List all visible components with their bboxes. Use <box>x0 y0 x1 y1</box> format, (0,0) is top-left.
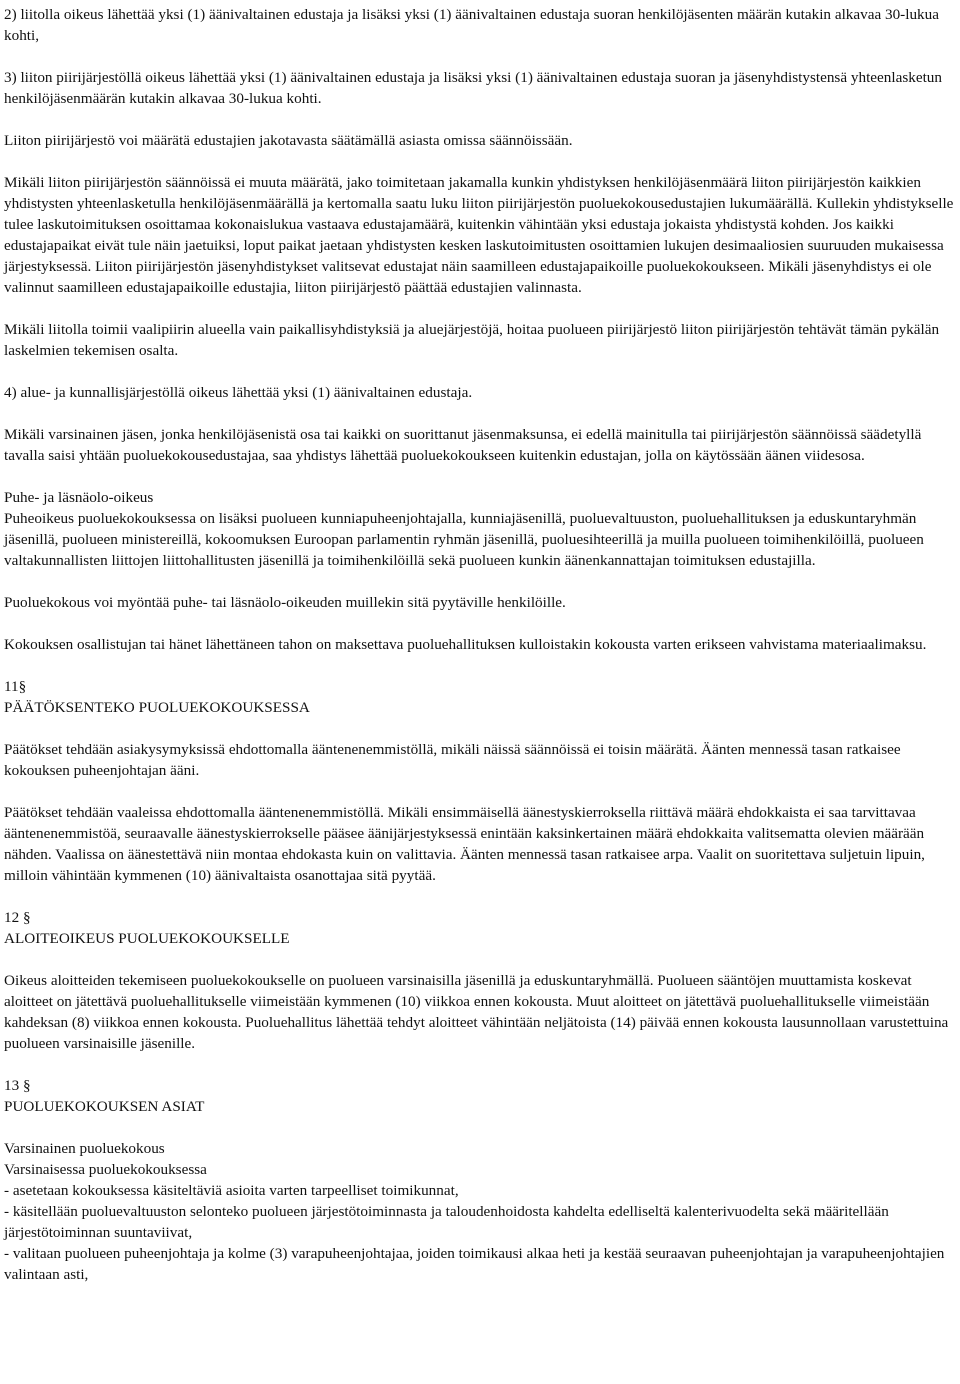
section-13-line: Varsinaisessa puoluekokouksessa <box>4 1161 207 1178</box>
paragraph-4-aluejarjesto: 4) alue- ja kunnallisjärjestöllä oikeus lähettää yksi (1) äänivaltainen edustaja. <box>4 384 473 401</box>
puhe-paragraph-2: Puoluekokous voi myöntää puhe- tai läsnäolo-oikeuden muillekin sitä pyytäville henkilöille. <box>4 594 566 611</box>
paragraph-jako-laskenta: Mikäli liiton piirijärjestön säännöissä ei muuta määrätä, jako toimitetaan jakamalla kunkin yhdistyksen henkilöjäsenmäärä liiton piirijärjestön kaikkien yhdistysten yhteenlasketulla henkilöjäsenmäärällä ja kertomalla saatu luku liiton piirijärjestön puoluekokousedustajien lukumäärällä. Kullekin yhdistykselle tulee laskutoimituksen osoittamaa kokonaislukua vastaava edustajamäärä, kuitenkin vähintään yksi edustaja jokaista yhdistystä kohden. Jos kaikki edustajapaikat eivät tule näin jaetuiksi, loput paikat jaetaan yhdistysten kesken laskutoimitusten osoittamien lukujen desimaaliosien suuruuden mukaisessa järjestyksessä. Liiton piirijärjestön jäsenyhdistykset valitsevat edustajat näin saamilleen edustajapaikoille puoluekokoukseen. Mikäli jäsenyhdistys ei ole valinnut saamilleen edustajapaikoille edustajia, liiton piirijärjestö päättää edustajien valinnasta. <box>4 174 954 296</box>
document-page <box>4 4 956 1285</box>
section-12-title: ALOITEOIKEUS PUOLUEKOKOUKSELLE <box>4 930 290 947</box>
section-13-number: 13 § <box>4 1077 31 1094</box>
section-12-paragraph-1: Oikeus aloitteiden tekemiseen puoluekokoukselle on puolueen varsinaisilla jäsenillä ja eduskuntaryhmällä. Puolueen sääntöjen muuttamista koskevat aloitteet on jätettävä puoluehallitukselle viimeistään kymmenen (10) viikkoa ennen kokousta. Muut aloitteet on jätettävä puoluehallitukselle viimeistään kahdeksan (8) viikkoa ennen kokousta. Puoluehallitus lähettää tehdyt aloitteet vähintään neljätoista (14) päivää ennen kokousta lausunnollaan varustettuina puolueen varsinaisille jäsenille. <box>4 972 949 1052</box>
section-13-line: - valitaan puolueen puheenjohtaja ja kolme (3) varapuheenjohtajaa, joiden toimikausi alkaa heti ja kestää seuraavan puheenjohtajan ja varapuheenjohtajien valintaan asti, <box>4 1245 945 1283</box>
paragraph-2-liitto: 2) liitolla oikeus lähettää yksi (1) äänivaltainen edustaja ja lisäksi yksi (1) äänivaltainen edustaja suoran henkilöjäsenten määrän kutakin alkavaa 30-lukua kohti, <box>4 6 939 44</box>
paragraph-vaalipiiri: Mikäli liitolla toimii vaalipiirin alueella vain paikallisyhdistyksiä ja aluejärjestöjä, hoitaa puolueen piirijärjestö liiton piirijärjestön tehtävät tämän pykälän laskelmien tekemisen osalta. <box>4 321 940 359</box>
puhe-body: Puheoikeus puoluekokouksessa on lisäksi puolueen kunniapuheenjohtajalla, kunniajäsenillä, puoluevaltuuston, puoluehallituksen ja eduskuntaryhmän jäsenillä, puolueen ministereillä, kokoomuksen Euroopan parlamentin ryhmän jäsenillä, puoluesihteerillä ja muilla puolueen toimihenkilöillä, puolueen valtakunnallisten liittojen liittohallitusten jäsenillä ja toimihenkilöillä sekä puolueen kunkin äänenkannattajan toimituksen edustajilla. <box>4 510 924 569</box>
puhe-heading: Puhe- ja läsnäolo-oikeus <box>4 489 154 506</box>
section-13-list <box>4 1138 956 1285</box>
puhe-paragraph-3: Kokouksen osallistujan tai hänet lähettäneen tahon on maksettava puoluehallituksen kulloistakin kokousta varten erikseen vahvistama materiaalimaksu. <box>4 636 927 653</box>
section-puhe-oikeus <box>4 487 956 571</box>
section-13-line: - käsitellään puoluevaltuuston selonteko puolueen järjestötoiminnasta ja taloudenhoidosta kahdelta edelliseltä kalenterivuodelta sekä määritellään järjestötoiminnan suuntaviivat, <box>4 1203 889 1241</box>
section-12-number: 12 § <box>4 909 31 926</box>
section-13-heading <box>4 1075 956 1117</box>
section-11-title: PÄÄTÖKSENTEKO PUOLUEKOKOUKSESSA <box>4 699 310 716</box>
paragraph-3-piirijarjesto: 3) liiton piirijärjestöllä oikeus lähettää yksi (1) äänivaltainen edustaja ja lisäksi yksi (1) äänivaltainen edustaja suoran ja jäsenyhdistystensä yhteenlasketun henkilöjäsenmäärän kutakin alkavaa 30-lukua kohti. <box>4 69 942 107</box>
section-13-line: Varsinainen puoluekokous <box>4 1140 165 1157</box>
section-13-title: PUOLUEKOKOUKSEN ASIAT <box>4 1098 205 1115</box>
paragraph-jakotapa: Liiton piirijärjestö voi määrätä edustajien jakotavasta säätämällä asiasta omissa säännöissään. <box>4 132 573 149</box>
paragraph-varsinainen-jasen: Mikäli varsinainen jäsen, jonka henkilöjäsenistä osa tai kaikki on suorittanut jäsenmaksunsa, ei edellä mainitulla tai piirijärjestön säännöissä säädetyllä tavalla saisi yhtään puoluekokousedustajaa, saa yhdistys lähettää puoluekokoukseen kuitenkin edustajan, jolla on käytössään äänen viidesosa. <box>4 426 922 464</box>
section-12-heading <box>4 907 956 949</box>
section-13-line: - asetetaan kokouksessa käsiteltäviä asioita varten tarpeelliset toimikunnat, <box>4 1182 459 1199</box>
section-11-heading <box>4 676 956 718</box>
section-11-paragraph-1: Päätökset tehdään asiakysymyksissä ehdottomalla ääntenenemmistöllä, mikäli näissä säännöissä ei toisin määrätä. Äänten mennessä tasan ratkaisee kokouksen puheenjohtajan ääni. <box>4 741 901 779</box>
section-11-number: 11§ <box>4 678 27 695</box>
section-11-paragraph-2: Päätökset tehdään vaaleissa ehdottomalla ääntenenemmistöllä. Mikäli ensimmäisellä äänestyskierroksella riittävä määrä ehdokkaista ei saa tarvittavaa ääntenenemmistöä, seuraavalle äänestyskierrokselle pääsee äänijärjestyksessä enintään kaksinkertainen määrä ehdokkaita valitsematta olevien määrään nähden. Vaalissa on äänestettävä niin montaa ehdokasta kuin on valittavia. Äänten mennessä tasan ratkaisee arpa. Vaalit on suoritettava suljetuin lipuin, milloin vähintään kymmenen (10) äänivaltaista osanottajaa sitä pyytää. <box>4 804 925 884</box>
